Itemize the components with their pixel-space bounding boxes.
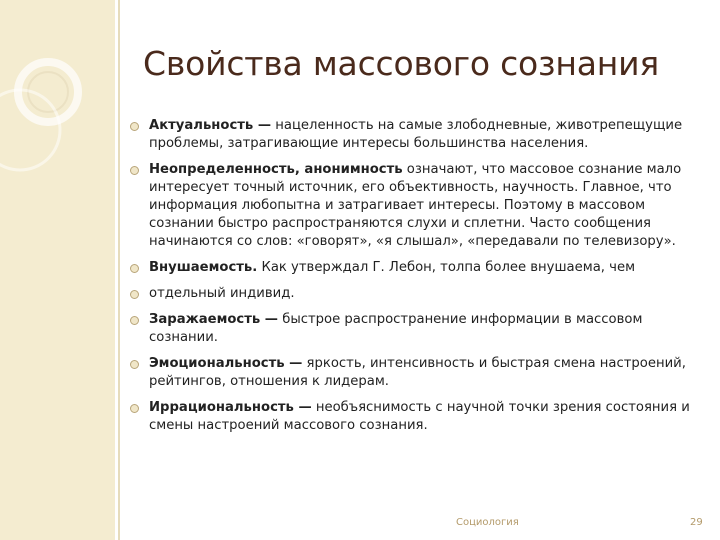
item-term: Иррациональность — [149, 400, 312, 415]
item-text: отдельный индивид. [149, 286, 295, 301]
list-item [130, 285, 705, 303]
list-item [130, 161, 705, 251]
item-text: необъяснимость с научной точки зрения состояния и смены настроений массового сознания. [149, 400, 690, 433]
bullet-icon [130, 264, 139, 273]
item-term: Внушаемость. [149, 260, 258, 275]
item-text: означают, что массовое сознание мало интересует точный источник, его объективность, научность. Главное, что информация любопытна и затрагивает интересы. Поэтому в массовом сознании быстро распространяются слухи и сплетни. Часто сообщения начинаются со слов: «говорят», «я слышал», «передавали по телевизору». [149, 162, 682, 249]
list-item [130, 399, 705, 435]
page-number: 29 [690, 517, 703, 528]
list-item [130, 259, 705, 277]
item-text: яркость, интенсивность и быстрая смена настроений, рейтингов, отношения к лидерам. [149, 356, 686, 389]
bullet-icon [130, 316, 139, 325]
list-item [130, 117, 705, 153]
decorative-circles [0, 0, 130, 200]
bullet-icon [130, 404, 139, 413]
footer-label: Социология [456, 517, 519, 528]
list-item [130, 311, 705, 347]
bullet-list [130, 117, 705, 443]
item-term: Неопределенность, анонимность [149, 162, 403, 177]
item-text: Как утверждал Г. Лебон, толпа более внушаема, чем [257, 260, 636, 275]
item-term: Заражаемость — [149, 312, 278, 327]
item-term: Актуальность — [149, 118, 272, 133]
item-term: Эмоциональность — [149, 356, 303, 371]
item-text: быстрое распространение информации в массовом сознании. [149, 312, 643, 345]
list-item [130, 355, 705, 391]
bullet-icon [130, 360, 139, 369]
bullet-icon [130, 290, 139, 299]
bullet-icon [130, 122, 139, 131]
slide-title: Свойства массового сознания [143, 44, 660, 83]
bullet-icon [130, 166, 139, 175]
item-text: нацеленность на самые злободневные, животрепещущие проблемы, затрагивающие интересы большинства населения. [149, 118, 683, 151]
